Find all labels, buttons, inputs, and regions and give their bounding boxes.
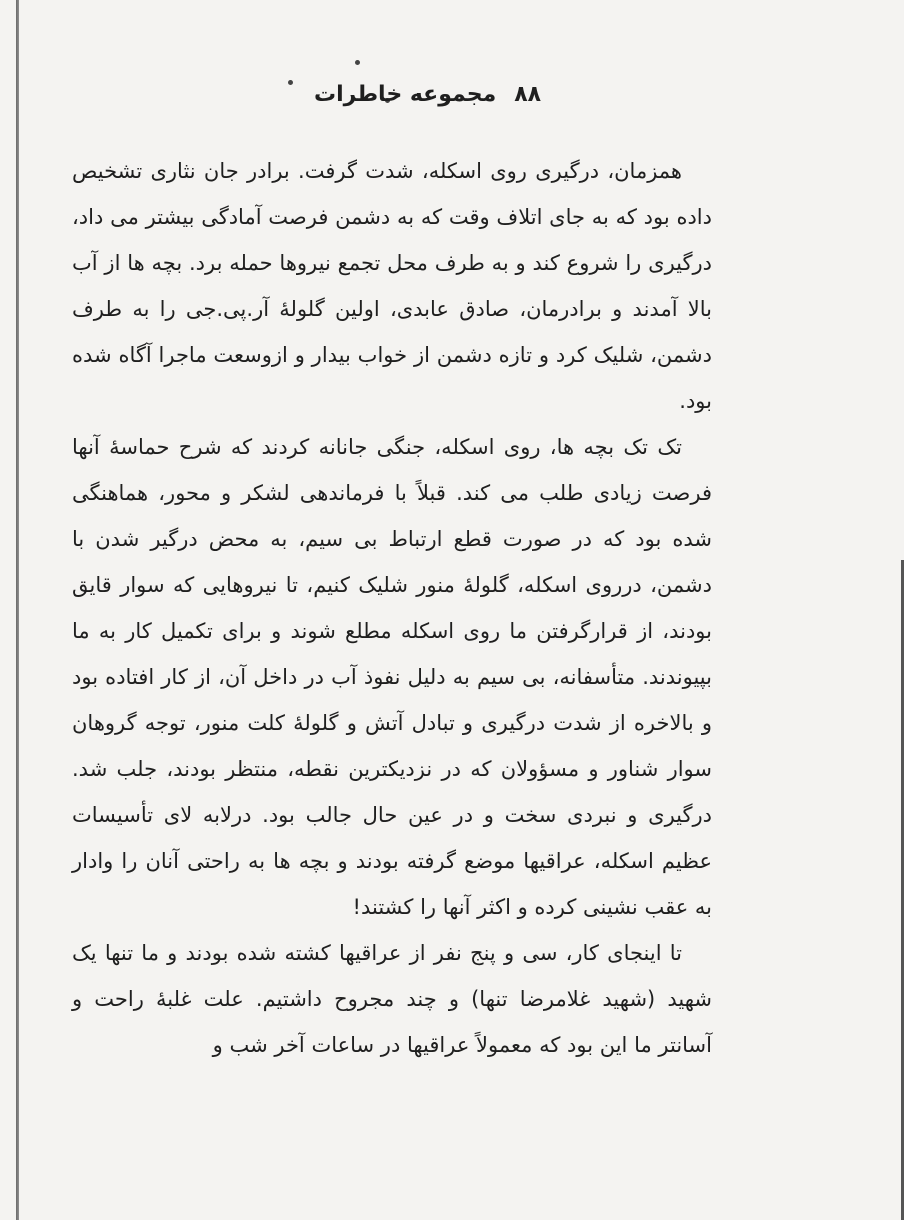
scan-speck [288, 80, 293, 85]
scanned-page-left-edge [16, 0, 19, 1220]
scan-speck [355, 60, 360, 65]
paragraph: همزمان، درگیری روی اسکله، شدت گرفت. برادر جان نثاری تشخیص داده بود که به جای اتلاف وقت که به دشمن فرصت آمادگی بیشتر می داد، درگیری را شروع کند و به طرف محل تجمع نیروها حمله برد. بچه ها از آب بالا آمدند و برادرمان، صادق عابدی، اولین گلولهٔ آر.پی.جی را به طرف دشمن، شلیک کرد و تازه دشمن از خواب بیدار و ازوسعت ماجرا آگاه شده بود. [72, 159, 712, 413]
page-header [314, 78, 714, 110]
page-number: ۸۸ [514, 81, 542, 107]
running-title: مجموعه خاطرات [314, 81, 497, 107]
paragraph: تک تک بچه ها، روی اسکله، جنگی جانانه کردند که شرح حماسهٔ آنها فرصت زیادی طلب می کند. قبلاً با فرماندهی لشکر و محور، هماهنگی شده بود که در صورت قطع ارتباط بی سیم، به محض درگیر شدن با دشمن، درروی اسکله، گلولهٔ منور شلیک کنیم، تا نیروهایی که سوار قایق بودند، از قرارگرفتن ما روی اسکله مطلع شوند و برای تکمیل کار به ما بپیوندند. متأسفانه، بی سیم به دلیل نفوذ آب در داخل آن، از کار افتاده بود و بالاخره از شدت درگیری و تبادل آتش و گلولهٔ کلت منور، توجه گروهان سوار شناور و مسؤولان که در نزدیکترین نقطه، منتظر بودند، جلب شد. درگیری و نبردی سخت و در عین حال جالب بود. درلابه لای تأسیسات عظیم اسکله، عراقیها موضع گرفته بودند و بچه ها به راحتی آنان را وادار به عقب نشینی کرده و اکثر آنها را کشتند! [72, 435, 712, 919]
paragraph: تا اینجای کار، سی و پنج نفر از عراقیها کشته شده بودند و ما تنها یک شهید (شهید غلامرضا تنها) و چند مجروح داشتیم. علت غلبهٔ راحت و آسانتر ما این بود که معمولاً عراقیها در ساعات آخر شب و [72, 941, 712, 1057]
body-text [72, 148, 712, 1068]
